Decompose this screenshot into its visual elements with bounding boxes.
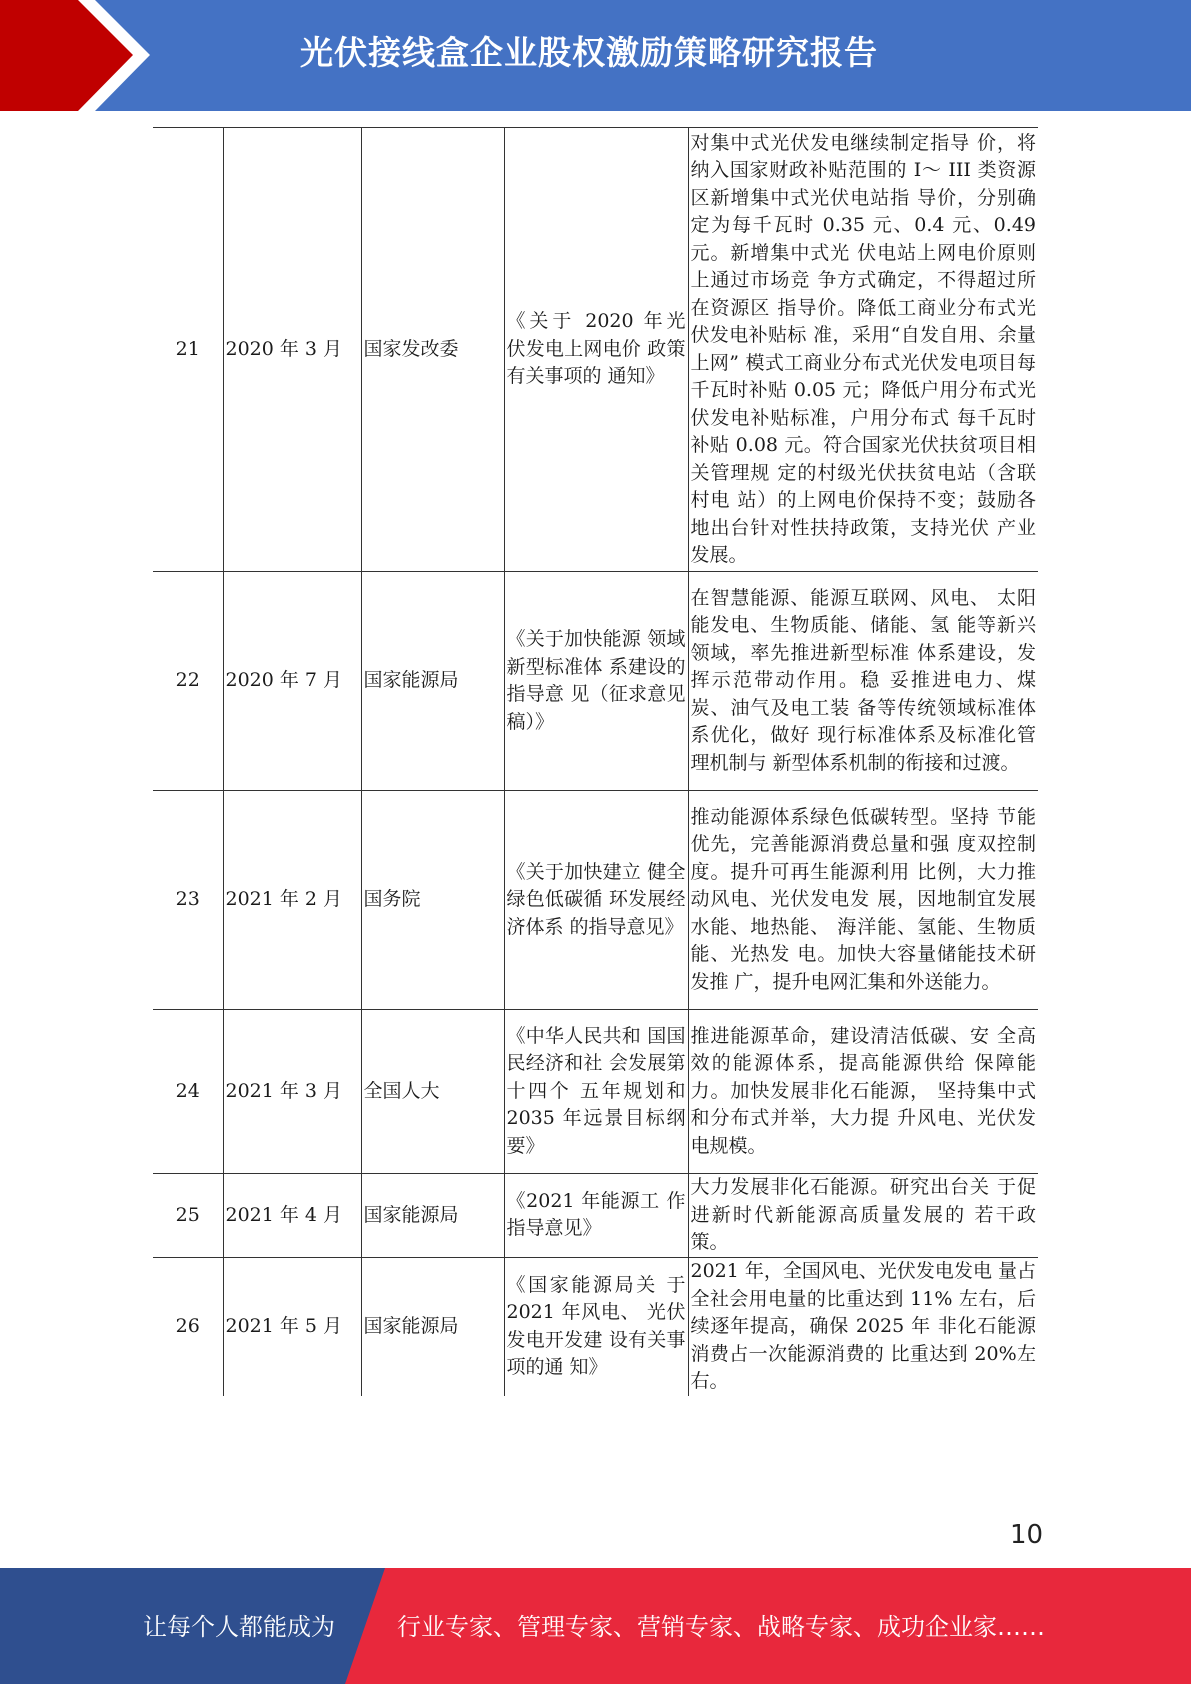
row-issuer: 国家能源局 — [361, 572, 504, 791]
footer-slogan-right: 行业专家、管理专家、营销专家、战略专家、成功企业家…… — [397, 1613, 1045, 1641]
row-date: 2020 年 3 月 — [223, 128, 361, 572]
table-row — [153, 1174, 1038, 1258]
row-content: 推进能源革命，建设清洁低碳、安 全高效的能源体系，提高能源供给 保障能力。加快发展非化石能源， 坚持集中式和分布式并举，大力提 升风电、光伏发电规模。 — [688, 1010, 1038, 1174]
footer-slogan-left: 让每个人都能成为 — [143, 1613, 335, 1641]
row-content: 2021 年，全国风电、光伏发电发电 量占全社会用电量的比重达到 11% 左右，后续逐年提高，确保 2025 年 非化石能源消费占一次能源消费的 比重达到 20%左右。 — [688, 1257, 1038, 1396]
row-document: 《2021 年能源工 作指导意见》 — [504, 1174, 688, 1258]
row-date: 2021 年 5 月 — [223, 1257, 361, 1396]
table-row — [153, 791, 1038, 1010]
row-issuer: 国家能源局 — [361, 1257, 504, 1396]
row-number: 24 — [153, 1010, 223, 1174]
row-issuer: 国家能源局 — [361, 1174, 504, 1258]
row-number: 22 — [153, 572, 223, 791]
row-date: 2021 年 4 月 — [223, 1174, 361, 1258]
table-row — [153, 128, 1038, 572]
row-number: 26 — [153, 1257, 223, 1396]
table-row — [153, 1257, 1038, 1396]
row-content: 对集中式光伏发电继续制定指导 价，将纳入国家财政补贴范围的 I～ III 类资源区新增集中式光伏电站指 导价，分别确定为每千瓦时 0.35 元、0.4 元、0.49 元。新增集中式光 伏电站上网电价原则上通过市场竞 争方式确定，不得超过所在资源区 指导价。降低工商业分布式光伏发电补贴标 准，采用“自发自用、余量上网” 模式工商业分布式光伏发电项目每 千瓦时补贴 0.05 元；降低户用分布式光伏发电补贴标准，户用分布式 每千瓦时补贴 0.08 元。符合国家光伏扶贫项目相关管理规 定的村级光伏扶贫电站（含联村电 站）的上网电价保持不变；鼓励各 地出台针对性扶持政策，支持光伏 产业发展。 — [688, 128, 1038, 572]
page-header — [0, 0, 1191, 111]
table-row — [153, 1010, 1038, 1174]
row-content: 在智慧能源、能源互联网、风电、 太阳能发电、生物质能、储能、氢 能等新兴领域，率先推进新型标准 体系建设，发挥示范带动作用。稳 妥推进电力、煤炭、油气及电工装 备等传统领域标准体系优化，做好 现行标准体系及标准化管理机制与 新型体系机制的衔接和过渡。 — [688, 572, 1038, 791]
row-content: 推动能源体系绿色低碳转型。坚持 节能优先，完善能源消费总量和强 度双控制度。提升可再生能源利用 比例，大力推动风电、光伏发电发 展，因地制宜发展水能、地热能、 海洋能、氢能、生物质能、光热发 电。加快大容量储能技术研发推 广，提升电网汇集和外送能力。 — [688, 791, 1038, 1010]
row-number: 25 — [153, 1174, 223, 1258]
row-issuer: 全国人大 — [361, 1010, 504, 1174]
page-number: 10 — [1010, 1520, 1044, 1550]
row-document: 《关于 2020 年光 伏发电上网电价 政策有关事项的 通知》 — [504, 128, 688, 572]
row-number: 21 — [153, 128, 223, 572]
row-issuer: 国家发改委 — [361, 128, 504, 572]
row-issuer: 国务院 — [361, 791, 504, 1010]
row-number: 23 — [153, 791, 223, 1010]
row-document: 《国家能源局关 于 2021 年风电、 光伏发电开发建 设有关事项的通 知》 — [504, 1257, 688, 1396]
policy-table — [153, 127, 1038, 1396]
row-content: 大力发展非化石能源。研究出台关 于促进新时代新能源高质量发展的 若干政策。 — [688, 1174, 1038, 1258]
page-footer — [0, 1568, 1191, 1684]
row-date: 2020 年 7 月 — [223, 572, 361, 791]
row-document: 《关于加快能源 领域新型标准体 系建设的指导意 见（征求意见 稿）》 — [504, 572, 688, 791]
report-title: 光伏接线盒企业股权激励策略研究报告 — [300, 33, 878, 72]
row-document: 《关于加快建立 健全绿色低碳循 环发展经济体系 的指导意见》 — [504, 791, 688, 1010]
table-row — [153, 572, 1038, 791]
row-date: 2021 年 2 月 — [223, 791, 361, 1010]
row-document: 《中华人民共和 国国民经济和社 会发展第十四个 五年规划和 2035 年远景目标纲 要》 — [504, 1010, 688, 1174]
row-date: 2021 年 3 月 — [223, 1010, 361, 1174]
